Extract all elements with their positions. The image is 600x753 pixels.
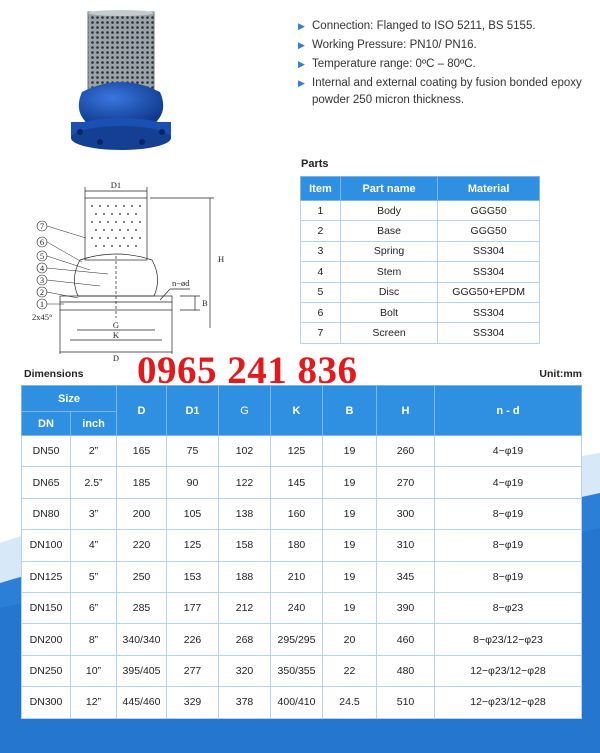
arrow-right-icon: ▶ — [298, 21, 305, 31]
dims-cell: 2” — [71, 436, 117, 467]
parts-cell: GGG50+EPDM — [438, 282, 540, 302]
dims-cell: 145 — [271, 467, 323, 498]
dims-header-k: K — [271, 386, 323, 436]
dims-cell: 4−φ19 — [435, 436, 582, 467]
dims-cell: 19 — [323, 561, 377, 592]
parts-cell: GGG50 — [438, 221, 540, 241]
table-row — [22, 530, 582, 561]
parts-cell: Base — [340, 221, 437, 241]
dimensions-table — [21, 385, 582, 719]
phone-number: 0965 241 836 — [137, 349, 358, 392]
dims-cell: 310 — [377, 530, 435, 561]
dims-cell: 188 — [219, 561, 271, 592]
dims-cell: DN250 — [22, 655, 71, 686]
parts-cell: 7 — [301, 323, 341, 343]
dims-cell: 165 — [117, 436, 167, 467]
dims-cell: 125 — [167, 530, 219, 561]
dims-header-size: Size — [22, 386, 117, 412]
arrow-right-icon: ▶ — [298, 78, 305, 88]
dims-cell: DN150 — [22, 592, 71, 623]
dims-cell: 8−φ23 — [435, 592, 582, 623]
dims-cell: 460 — [377, 624, 435, 655]
dims-cell: 268 — [219, 624, 271, 655]
dimensions-title: Dimensions — [24, 368, 84, 380]
callout-label: 5 — [39, 251, 45, 261]
dim-label-h: H — [218, 254, 225, 264]
dims-header-d1: D1 — [167, 386, 219, 436]
spec-list — [298, 18, 593, 111]
dims-cell: 19 — [323, 530, 377, 561]
dims-cell: 19 — [323, 498, 377, 529]
dims-cell: 390 — [377, 592, 435, 623]
arrow-right-icon: ▶ — [298, 59, 305, 69]
table-row — [22, 592, 582, 623]
callout-label: 6 — [39, 237, 45, 247]
technical-drawing — [30, 178, 235, 363]
dim-label-d1: D1 — [110, 180, 122, 190]
dims-cell: 160 — [271, 498, 323, 529]
parts-header-row — [301, 177, 540, 201]
dims-cell: 210 — [271, 561, 323, 592]
parts-header-name: Part name — [340, 177, 437, 201]
dim-label-d: D — [112, 353, 120, 363]
spec-item: ▶ Working Pressure: PN10/ PN16. — [298, 37, 593, 54]
dim-label-k: K — [112, 330, 120, 340]
dims-cell: 340/340 — [117, 624, 167, 655]
dims-cell: 20 — [323, 624, 377, 655]
callout-label: 3 — [39, 275, 45, 285]
parts-cell: 4 — [301, 262, 341, 282]
dims-cell: 8−φ23/12−φ23 — [435, 624, 582, 655]
dims-cell: 19 — [323, 436, 377, 467]
dims-cell: 185 — [117, 467, 167, 498]
dims-cell: 220 — [117, 530, 167, 561]
dims-cell: 8” — [71, 624, 117, 655]
dims-cell: 320 — [219, 655, 271, 686]
dims-cell: 285 — [117, 592, 167, 623]
dims-cell: 180 — [271, 530, 323, 561]
dims-cell: 24.5 — [323, 687, 377, 718]
table-row — [22, 498, 582, 529]
parts-cell: GGG50 — [438, 201, 540, 221]
parts-cell: Body — [340, 201, 437, 221]
table-row — [22, 467, 582, 498]
parts-cell: Disc — [340, 282, 437, 302]
dims-cell: 177 — [167, 592, 219, 623]
dims-header-g: G — [219, 386, 271, 436]
dim-label-chamfer: 2x45° — [32, 312, 53, 322]
parts-cell: 2 — [301, 221, 341, 241]
dims-cell: DN200 — [22, 624, 71, 655]
dims-cell: 125 — [271, 436, 323, 467]
dims-cell: 122 — [219, 467, 271, 498]
dims-cell: 378 — [219, 687, 271, 718]
dims-cell: 10” — [71, 655, 117, 686]
dims-cell: 158 — [219, 530, 271, 561]
dims-cell: 5” — [71, 561, 117, 592]
dims-cell: 395/405 — [117, 655, 167, 686]
parts-cell: 1 — [301, 201, 341, 221]
callout-label: 4 — [39, 263, 45, 273]
table-row — [22, 655, 582, 686]
dims-header-nd: n - d — [435, 386, 582, 436]
dims-cell: 270 — [377, 467, 435, 498]
parts-header-material: Material — [438, 177, 540, 201]
parts-cell: Screen — [340, 323, 437, 343]
dims-cell: 400/410 — [271, 687, 323, 718]
dims-header-d: D — [117, 386, 167, 436]
parts-title: Parts — [301, 158, 329, 170]
dims-cell: 226 — [167, 624, 219, 655]
dims-header-b: B — [323, 386, 377, 436]
dims-cell: DN300 — [22, 687, 71, 718]
arrow-right-icon: ▶ — [298, 40, 305, 50]
dims-cell: 8−φ19 — [435, 498, 582, 529]
parts-cell: SS304 — [438, 323, 540, 343]
table-row — [301, 302, 540, 322]
parts-cell: SS304 — [438, 241, 540, 261]
dims-cell: 212 — [219, 592, 271, 623]
dims-cell: 300 — [377, 498, 435, 529]
parts-cell: SS304 — [438, 262, 540, 282]
dim-label-nd: n−ød — [172, 278, 190, 288]
table-row — [301, 201, 540, 221]
dims-cell: 90 — [167, 467, 219, 498]
table-row — [22, 687, 582, 718]
dims-cell: DN80 — [22, 498, 71, 529]
dims-cell: 8−φ19 — [435, 530, 582, 561]
table-row — [22, 624, 582, 655]
dims-cell: 480 — [377, 655, 435, 686]
dims-header-dn: DN — [22, 412, 71, 436]
dims-cell: 102 — [219, 436, 271, 467]
dims-header-inch: inch — [71, 412, 117, 436]
spec-item: ▶ Internal and external coating by fusion bonded epoxy powder 250 micron thickness. — [298, 77, 582, 106]
parts-table — [300, 176, 540, 344]
dims-cell: 277 — [167, 655, 219, 686]
dim-label-b: B — [202, 298, 208, 308]
table-row — [301, 282, 540, 302]
dims-cell: 105 — [167, 498, 219, 529]
dims-cell: 19 — [323, 592, 377, 623]
table-row — [301, 262, 540, 282]
parts-cell: Stem — [340, 262, 437, 282]
dims-cell: 345 — [377, 561, 435, 592]
unit-label: Unit:mm — [539, 368, 582, 380]
dims-cell: 2.5” — [71, 467, 117, 498]
dims-cell: 250 — [117, 561, 167, 592]
dims-cell: 4” — [71, 530, 117, 561]
dims-cell: 510 — [377, 687, 435, 718]
dims-cell: 445/460 — [117, 687, 167, 718]
dims-cell: 240 — [271, 592, 323, 623]
parts-header-item: Item — [301, 177, 341, 201]
dims-cell: 22 — [323, 655, 377, 686]
dims-cell: 12−φ23/12−φ28 — [435, 655, 582, 686]
dims-cell: DN125 — [22, 561, 71, 592]
table-row — [301, 241, 540, 261]
spec-item: ▶ Temperature range: 0ºC – 80ºC. — [298, 56, 593, 73]
parts-cell: Spring — [340, 241, 437, 261]
parts-cell: 3 — [301, 241, 341, 261]
dims-cell: 138 — [219, 498, 271, 529]
parts-cell: Bolt — [340, 302, 437, 322]
table-row — [301, 323, 540, 343]
parts-cell: SS304 — [438, 302, 540, 322]
spec-item: ▶ Connection: Flanged to ISO 5211, BS 5155. — [298, 18, 593, 35]
callout-label: 2 — [39, 287, 45, 297]
dims-cell: DN100 — [22, 530, 71, 561]
dim-label-g: G — [112, 320, 120, 330]
dims-header-h: H — [377, 386, 435, 436]
dims-cell: 3” — [71, 498, 117, 529]
dims-cell: 12” — [71, 687, 117, 718]
dims-cell: DN65 — [22, 467, 71, 498]
dims-cell: 12−φ23/12−φ28 — [435, 687, 582, 718]
table-row — [22, 436, 582, 467]
callout-label: 1 — [39, 299, 45, 309]
dims-cell: 329 — [167, 687, 219, 718]
dims-cell: 200 — [117, 498, 167, 529]
table-row — [301, 221, 540, 241]
dims-cell: 295/295 — [271, 624, 323, 655]
parts-cell: 5 — [301, 282, 341, 302]
dims-cell: 153 — [167, 561, 219, 592]
dims-cell: 4−φ19 — [435, 467, 582, 498]
dims-cell: 19 — [323, 467, 377, 498]
table-row — [22, 561, 582, 592]
callout-label: 7 — [39, 221, 45, 231]
dims-cell: 8−φ19 — [435, 561, 582, 592]
dims-cell: DN50 — [22, 436, 71, 467]
dims-cell: 6” — [71, 592, 117, 623]
parts-cell: 6 — [301, 302, 341, 322]
dims-cell: 260 — [377, 436, 435, 467]
foot-valve-photo — [60, 10, 190, 160]
dims-cell: 75 — [167, 436, 219, 467]
dims-cell: 350/355 — [271, 655, 323, 686]
